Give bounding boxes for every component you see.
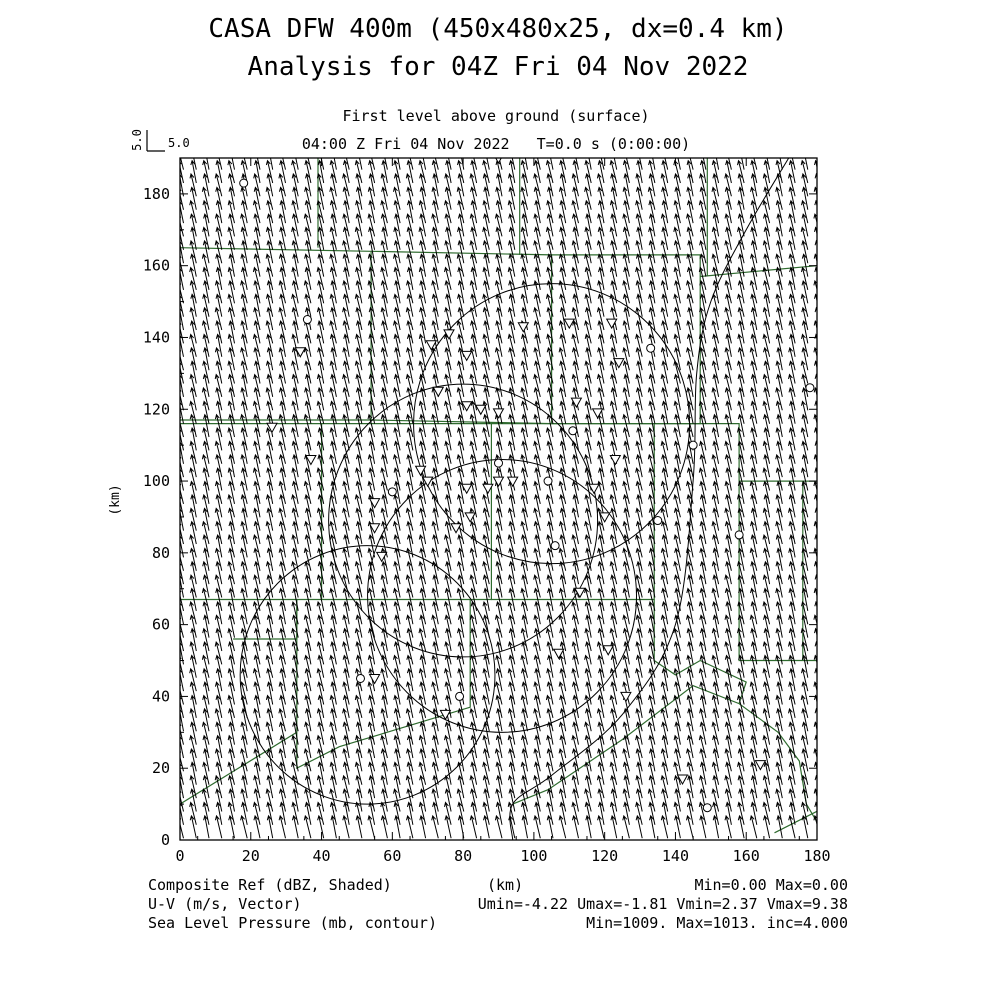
- x-tick-label: 60: [383, 847, 402, 865]
- x-axis-label: (km): [487, 876, 524, 894]
- wind-vector: [381, 134, 388, 156]
- wind-vector: [292, 134, 298, 156]
- plot-title-line1: CASA DFW 400m (450x480x25, dx=0.4 km): [208, 14, 788, 44]
- station-circle: [240, 179, 248, 187]
- wind-vector: [496, 134, 502, 156]
- station-circle: [356, 674, 364, 682]
- wind-vector: [815, 776, 820, 798]
- y-tick-label: 60: [151, 615, 170, 634]
- wind-vector: [636, 134, 643, 156]
- level-label: First level above ground (surface): [342, 107, 650, 125]
- y-tick-label: 140: [142, 328, 170, 347]
- wind-vector: [242, 134, 248, 156]
- station-circle: [551, 542, 559, 550]
- wind-vector: [560, 134, 566, 156]
- station-circle: [303, 316, 311, 324]
- y-tick-label: 40: [151, 687, 170, 706]
- x-tick-label: 100: [520, 847, 548, 865]
- wind-vector: [356, 134, 362, 156]
- wind-vector: [419, 134, 425, 156]
- footer-field2-name: U-V (m/s, Vector): [148, 895, 302, 913]
- wind-vector: [433, 134, 439, 156]
- wind-vector: [610, 134, 616, 156]
- wind-vector: [815, 602, 821, 624]
- y-tick-label: 100: [142, 472, 170, 491]
- x-tick-label: 140: [661, 847, 689, 865]
- wind-vector: [674, 134, 680, 156]
- station-circle: [654, 517, 662, 525]
- ref-vector-label-horizontal: 5.0: [168, 136, 190, 150]
- y-tick-label: 80: [151, 543, 170, 562]
- wind-vector: [267, 134, 273, 156]
- station-triangle: [610, 456, 620, 465]
- wind-vector: [483, 134, 489, 156]
- wind-vector: [815, 669, 821, 691]
- ref-vector-label-vertical: 5.0: [130, 129, 144, 151]
- station-triangle: [476, 405, 486, 414]
- wind-vector: [572, 134, 579, 156]
- station-triangle: [494, 477, 504, 486]
- wind-vector: [815, 134, 821, 156]
- station-circle: [495, 459, 503, 467]
- wind-vector: [815, 268, 821, 290]
- wind-vector: [815, 308, 820, 330]
- station-triangle: [575, 588, 585, 597]
- wind-vector: [776, 134, 782, 156]
- wind-vector: [726, 134, 732, 156]
- station-triangle: [603, 646, 613, 655]
- wind-vector: [369, 134, 375, 156]
- station-circle: [703, 804, 711, 812]
- wind-vector: [815, 736, 821, 758]
- wind-vector: [687, 134, 693, 156]
- wind-vector: [280, 134, 286, 156]
- y-tick-label: 20: [151, 759, 170, 778]
- wind-vector: [522, 134, 528, 156]
- station-circle: [647, 344, 655, 352]
- wind-vector: [815, 201, 821, 223]
- footer-field1-name: Composite Ref (dBZ, Shaded): [148, 876, 392, 894]
- station-circle: [569, 427, 577, 435]
- wind-vector: [547, 134, 553, 156]
- reference-vector: [130, 129, 190, 151]
- time-label: 04:00 Z Fri 04 Nov 2022 T=0.0 s (0:00:00): [301, 135, 691, 153]
- wind-vector: [815, 709, 820, 731]
- wind-vector: [253, 134, 260, 156]
- wind-vector: [624, 134, 630, 156]
- wind-vector: [815, 803, 821, 825]
- wind-vector: [802, 134, 808, 156]
- x-tick-label: 120: [591, 847, 619, 865]
- station-circle: [456, 692, 464, 700]
- wind-vector: [815, 468, 821, 490]
- station-circle: [735, 531, 743, 539]
- wind-vector: [599, 134, 605, 156]
- wind-vector: [508, 134, 515, 156]
- wind-vector: [228, 134, 234, 156]
- wind-vector: [317, 134, 324, 156]
- wind-vector: [815, 508, 820, 530]
- station-triangle: [494, 409, 504, 418]
- station-circle: [689, 441, 697, 449]
- county-line: [180, 424, 322, 600]
- wind-vector: [535, 134, 541, 156]
- wind-vector: [394, 134, 400, 156]
- x-tick-label: 0: [175, 847, 185, 865]
- wind-vector: [815, 375, 820, 397]
- wind-vector: [815, 442, 820, 464]
- wind-vector: [407, 134, 413, 156]
- wind-vector: [649, 134, 655, 156]
- wind-vector: [471, 134, 477, 156]
- wind-vector: [815, 241, 820, 263]
- wind-vector: [662, 134, 668, 156]
- wind-vector: [445, 134, 452, 156]
- footer-field3-name: Sea Level Pressure (mb, contour): [148, 914, 437, 932]
- wind-vector: [216, 134, 222, 156]
- wind-vector: [713, 134, 719, 156]
- station-triangle: [593, 409, 603, 418]
- plot-title-line2: Analysis for 04Z Fri 04 Nov 2022: [247, 52, 749, 82]
- wind-vector: [305, 134, 311, 156]
- wind-vector: [458, 134, 464, 156]
- station-triangle: [755, 761, 765, 770]
- y-tick-label: 160: [142, 256, 170, 275]
- wind-vector: [790, 134, 796, 156]
- x-tick-label: 40: [312, 847, 331, 865]
- station-circle: [388, 488, 396, 496]
- wind-vector: [815, 535, 821, 557]
- footer-field2-stats: Umin=-4.22 Umax=-1.81 Vmin=2.37 Vmax=9.38: [477, 895, 848, 913]
- y-axis-label: (km): [108, 484, 123, 516]
- wind-vector: [203, 134, 209, 156]
- footer-field3-stats: Min=1009. Max=1013. inc=4.000: [586, 914, 848, 932]
- wind-vector: [190, 134, 197, 156]
- station-circle: [544, 477, 552, 485]
- x-tick-label: 160: [732, 847, 760, 865]
- station-triangle: [621, 692, 631, 701]
- wind-vector: [763, 134, 770, 156]
- wind-vector: [738, 134, 744, 156]
- wind-vector: [815, 575, 820, 597]
- x-tick-label: 20: [241, 847, 260, 865]
- x-tick-label: 80: [454, 847, 473, 865]
- wind-vector: [699, 134, 706, 156]
- y-tick-label: 180: [142, 184, 170, 203]
- y-tick-label: 0: [160, 831, 170, 849]
- wind-vector: [815, 401, 821, 423]
- wind-vector: [815, 174, 820, 196]
- station-triangle: [370, 675, 380, 684]
- y-tick-label: 120: [142, 400, 170, 419]
- x-tick-label: 180: [803, 847, 831, 865]
- wind-vector: [585, 134, 591, 156]
- footer-field1-stats: Min=0.00 Max=0.00: [694, 876, 848, 894]
- station-circle: [806, 384, 814, 392]
- wind-vector: [330, 134, 336, 156]
- wind-vector: [344, 134, 350, 156]
- wind-vector: [751, 134, 757, 156]
